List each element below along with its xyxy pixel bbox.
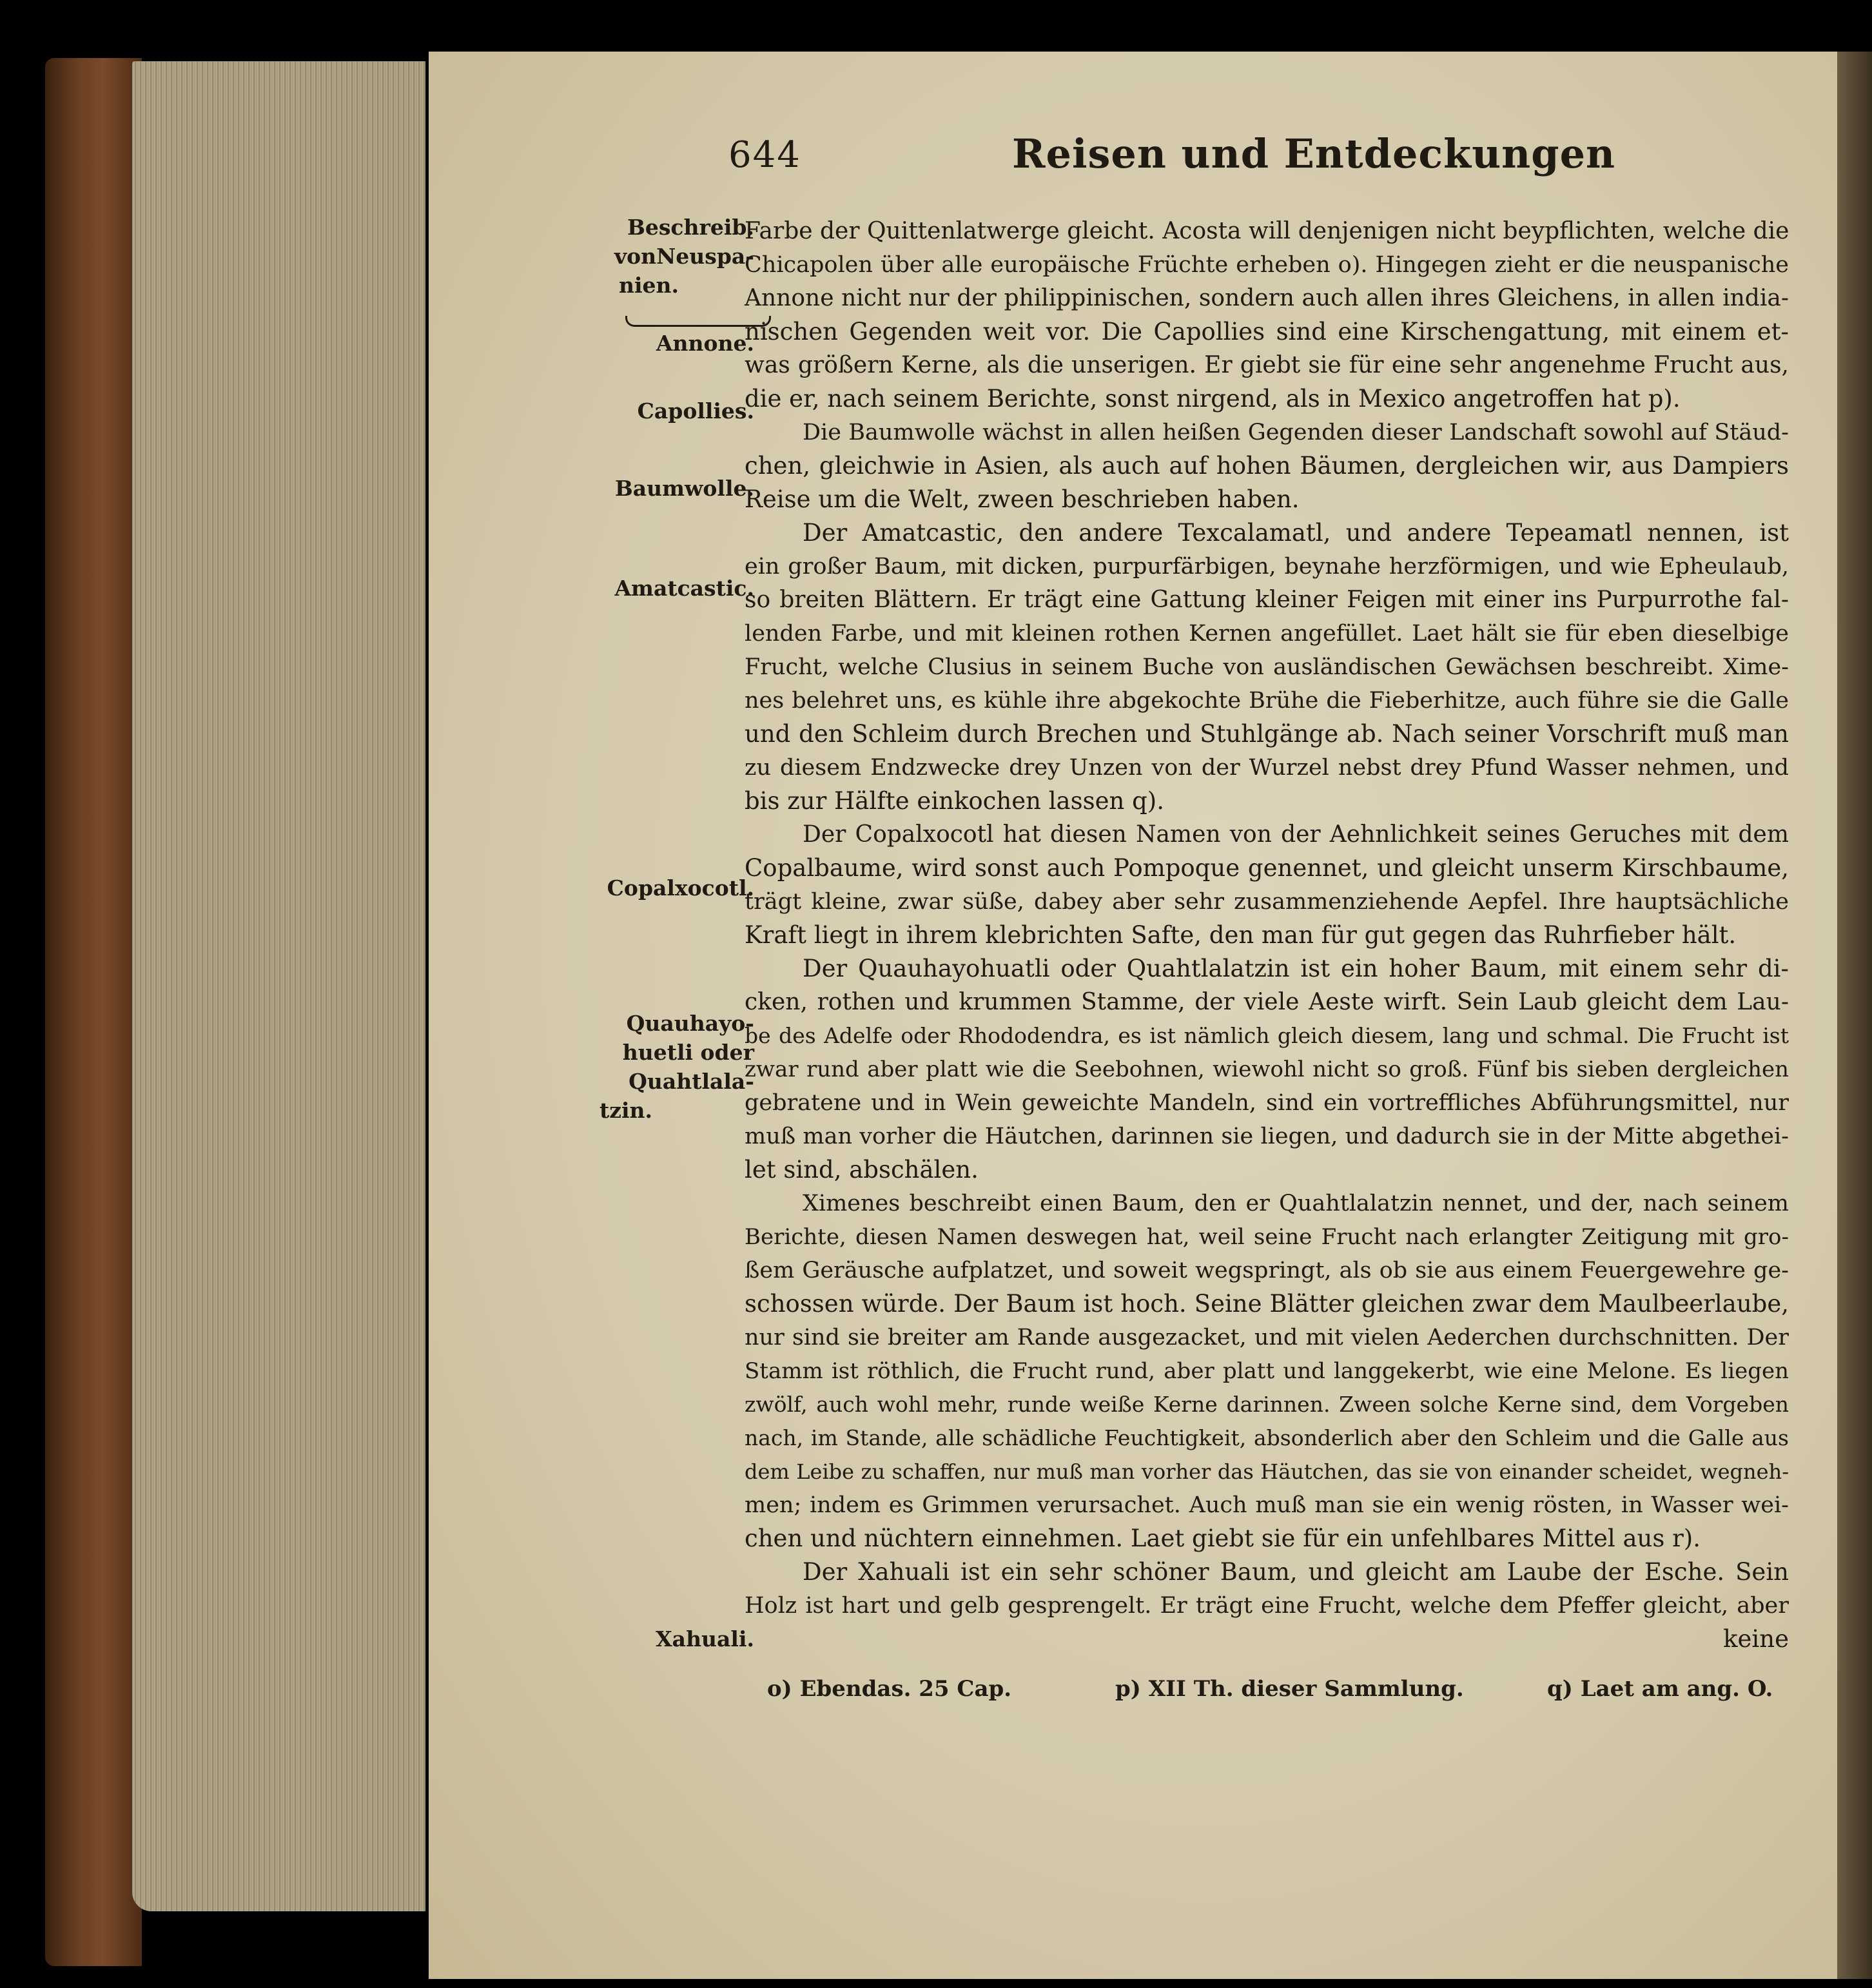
text-line: nur sind sie breiter am Rande ausgezacket, und mit vielen Aederchen durchschnitten. Der bbox=[745, 1325, 1789, 1350]
margin-note: Xahuali. bbox=[656, 1626, 754, 1652]
text-line: Chicapolen über alle europäische Früchte erheben o). Hingegen zieht er die neuspanische bbox=[745, 252, 1789, 278]
text-line: Copalbaume, wird sonst auch Pompoque genennet, und gleicht unserm Kirschbaume, bbox=[745, 854, 1789, 882]
text-line: so breiten Blättern. Er trägt eine Gattung kleiner Feigen mit einer ins Purpurrothe fal- bbox=[745, 587, 1789, 613]
margin-note: Quahtlala- bbox=[629, 1069, 754, 1094]
book-cover-edge bbox=[45, 58, 142, 1966]
margin-note: nien. bbox=[619, 273, 679, 298]
text-line: schossen würde. Der Baum ist hoch. Seine Blätter gleichen zwar dem Maulbeerlaube, bbox=[745, 1290, 1789, 1318]
text-line: chen und nüchtern einnehmen. Laet giebt sie für ein unfehlbares Mittel aus r). bbox=[745, 1525, 1701, 1552]
book-page bbox=[429, 52, 1840, 1979]
text-line: nach, im Stande, alle schädliche Feuchtigkeit, absonderlich aber den Schleim und die Galle aus bbox=[745, 1425, 1789, 1450]
text-line: Annone nicht nur der philippinischen, sondern auch allen ihres Gleichens, in allen india- bbox=[745, 285, 1789, 311]
text-line: dem Leibe zu schaffen, nur muß man vorher das Häutchen, das sie von einander scheidet, wegneh- bbox=[745, 1459, 1789, 1484]
margin-note: Baumwolle. bbox=[614, 476, 754, 501]
margin-note: vonNeuspa- bbox=[614, 244, 754, 269]
text-line: Holz ist hart und gelb gesprengelt. Er trägt eine Frucht, welche dem Pfeffer gleicht, aber bbox=[745, 1593, 1789, 1619]
text-line: Der Xahuali ist ein sehr schöner Baum, und gleicht am Laube der Esche. Sein bbox=[803, 1558, 1789, 1586]
text-line: Ximenes beschreibt einen Baum, den er Quahtlalatzin nennet, und der, nach seinem bbox=[803, 1191, 1789, 1216]
text-line: men; indem es Grimmen verursachet. Auch muß man sie ein wenig rösten, in Wasser wei- bbox=[745, 1492, 1789, 1518]
margin-note: Capollies. bbox=[637, 398, 754, 424]
text-line: bis zur Hälfte einkochen lassen q). bbox=[745, 787, 1164, 815]
facing-page-edge bbox=[1837, 52, 1872, 1979]
footnotes bbox=[767, 1676, 1773, 1715]
margin-note: Beschreib. bbox=[627, 215, 754, 240]
text-line: ßem Geräusche aufplatzet, und soweit wegspringt, als ob sie aus einem Feuergewehre ge- bbox=[745, 1258, 1789, 1283]
page-number: 644 bbox=[728, 134, 801, 176]
text-line: trägt kleine, zwar süße, dabey aber sehr zusammenziehende Aepfel. Ihre hauptsächliche bbox=[745, 889, 1789, 915]
text-line: Frucht, welche Clusius in seinem Buche von ausländischen Gewächsen beschreibt. Xime- bbox=[745, 654, 1789, 680]
text-line: Berichte, diesen Namen deswegen hat, weil seine Frucht nach erlangter Zeitigung mit gro- bbox=[745, 1224, 1789, 1250]
text-line: zu diesem Endzwecke drey Unzen von der Wurzel nebst drey Pfund Wasser nehmen, und bbox=[745, 755, 1789, 781]
text-line: Die Baumwolle wächst in allen heißen Gegenden dieser Landschaft sowohl auf Stäud- bbox=[803, 420, 1789, 445]
margin-note: Quauhayo- bbox=[626, 1011, 754, 1036]
margin-note: Amatcastic. bbox=[614, 576, 754, 601]
text-line: Der Copalxocotl hat diesen Namen von der Aehnlichkeit seines Geruches mit dem bbox=[803, 821, 1789, 848]
text-line: Der Amatcastic, den andere Texcalamatl, und andere Tepeamatl nennen, ist bbox=[803, 519, 1789, 547]
text-line: Reise um die Welt, zween beschrieben haben. bbox=[745, 485, 1300, 513]
text-line: zwar rund aber platt wie die Seebohnen, wiewohl nicht so groß. Fünf bis sieben dergleichen bbox=[745, 1057, 1789, 1082]
footnote: q) Laet am ang. O. bbox=[1547, 1676, 1773, 1702]
text-line: be des Adelfe oder Rhododendra, es ist nämlich gleich diesem, lang und schmal. Die Frucht ist bbox=[745, 1023, 1789, 1048]
margin-note: Copalxocotl. bbox=[607, 875, 754, 901]
running-head: Reisen und Entdeckungen bbox=[1012, 130, 1616, 177]
margin-note: huetli oder bbox=[622, 1040, 754, 1065]
text-line: Farbe der Quittenlatwerge gleicht. Acosta will denjenigen nicht beypflichten, welche die bbox=[745, 218, 1789, 244]
text-line: gebratene und in Wein geweichte Mandeln, sind ein vortreffliches Abführungsmittel, nur bbox=[745, 1090, 1789, 1116]
text-line: nischen Gegenden weit vor. Die Capollies sind eine Kirschengattung, mit einem et- bbox=[745, 318, 1789, 346]
text-line: Kraft liegt in ihrem klebrichten Safte, den man für gut gegen das Ruhrfieber hält. bbox=[745, 921, 1737, 949]
text-line: und den Schleim durch Brechen und Stuhlgänge ab. Nach seiner Vorschrift muß man bbox=[745, 720, 1789, 748]
text-line: Der Quauhayohuatli oder Quahtlalatzin ist ein hoher Baum, mit einem sehr di- bbox=[803, 955, 1789, 982]
footnote: o) Ebendas. 25 Cap. bbox=[767, 1676, 1012, 1702]
text-line: was größern Kerne, als die unserigen. Er giebt sie für eine sehr angenehme Frucht aus, bbox=[745, 352, 1789, 378]
margin-note: Annone. bbox=[656, 331, 754, 356]
page-block-edge bbox=[132, 61, 425, 1911]
text-line: die er, nach seinem Berichte, sonst nirgend, als in Mexico angetroffen hat p). bbox=[745, 385, 1681, 413]
text-line: zwölf, auch wohl mehr, runde weiße Kerne darinnen. Zween solche Kerne sind, dem Vorgeben bbox=[745, 1392, 1789, 1417]
catchword: keine bbox=[1723, 1625, 1789, 1653]
text-line: nes belehret uns, es kühle ihre abgekochte Brühe die Fieberhitze, auch führe sie die Galle bbox=[745, 688, 1789, 714]
text-line: cken, rothen und krummen Stamme, der viele Aeste wirft. Sein Laub gleicht dem Lau- bbox=[745, 989, 1789, 1015]
text-line: lenden Farbe, und mit kleinen rothen Kernen angefüllet. Laet hält sie für eben dieselbige bbox=[745, 621, 1789, 647]
margin-note: tzin. bbox=[600, 1098, 653, 1123]
text-line: Stamm ist röthlich, die Frucht rund, aber platt und langgekerbt, wie eine Melone. Es liegen bbox=[745, 1358, 1789, 1384]
page-header bbox=[728, 130, 1734, 186]
text-line: chen, gleichwie in Asien, als auch auf hohen Bäumen, dergleichen wir, aus Dampiers bbox=[745, 452, 1789, 480]
text-line: muß man vorher die Häutchen, darinnen sie liegen, und dadurch sie in der Mitte abgethei- bbox=[745, 1124, 1789, 1149]
text-line: ein großer Baum, mit dicken, purpurfärbigen, beynahe herzförmigen, und wie Epheulaub, bbox=[745, 554, 1789, 580]
footnote: p) XII Th. dieser Sammlung. bbox=[1115, 1676, 1464, 1702]
text-line: let sind, abschälen. bbox=[745, 1156, 979, 1184]
